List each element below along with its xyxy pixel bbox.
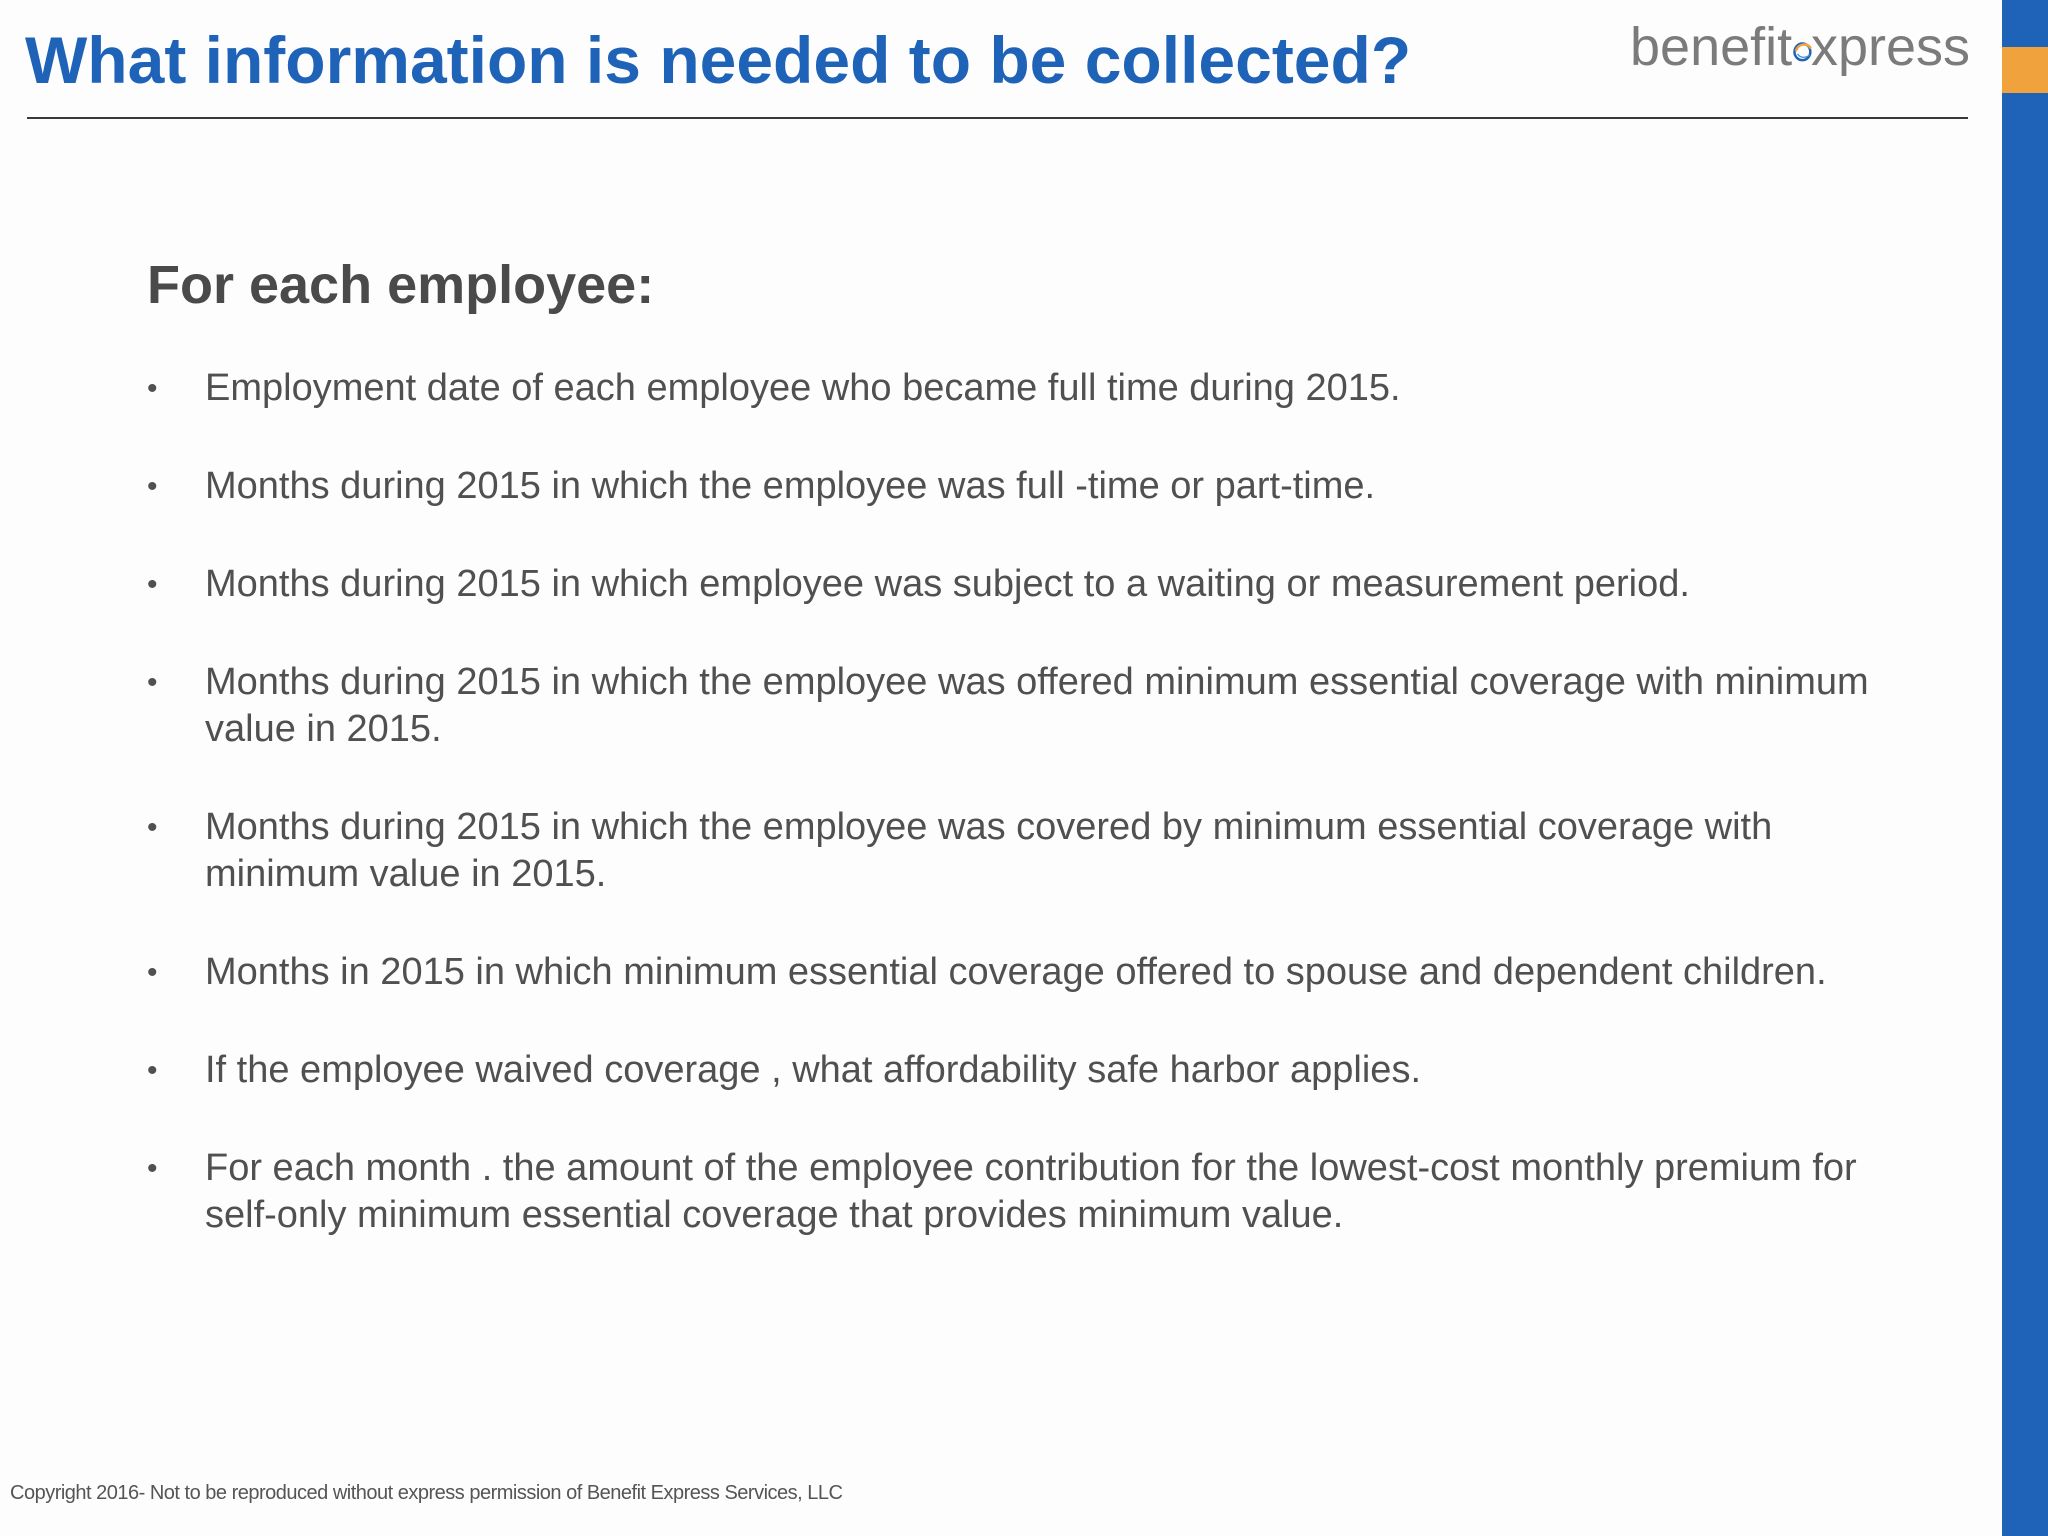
bullet-text: For each month . the amount of the employee contribution for the lowest-cost monthly premium for self-only minimum essential coverage that provides minimum value. xyxy=(205,1147,1857,1236)
bullet-item xyxy=(147,1047,1887,1094)
slide-title: What information is needed to be collected? xyxy=(25,23,1412,97)
side-accent-square xyxy=(2002,47,2048,93)
bullet-glyph: • xyxy=(147,1054,158,1087)
bullet-glyph: • xyxy=(147,666,158,699)
bullet-glyph: • xyxy=(147,372,158,405)
bullet-text: Months during 2015 in which the employee was full -time or part-time. xyxy=(205,465,1376,507)
logo-text-right: xpress xyxy=(1810,17,1970,77)
bullet-glyph: • xyxy=(147,811,158,844)
copyright-footer: Copyright 2016- Not to be reproduced without express permission of Benefit Express Services, LLC xyxy=(10,1482,843,1504)
side-accent-bar xyxy=(2002,0,2048,1536)
bullet-glyph: • xyxy=(147,956,158,989)
bullet-text: Months during 2015 in which employee was subject to a waiting or measurement period. xyxy=(205,563,1690,605)
logo-text-left: benefit xyxy=(1630,17,1793,77)
bullet-glyph: • xyxy=(147,470,158,503)
bullet-item xyxy=(147,561,1887,608)
bullet-item xyxy=(147,804,1887,898)
bullet-list xyxy=(147,365,1887,1290)
bullet-item xyxy=(147,365,1887,412)
bullet-item xyxy=(147,463,1887,510)
bullet-text: Employment date of each employee who became full time during 2015. xyxy=(205,367,1401,409)
bullet-text: If the employee waived coverage , what affordability safe harbor applies. xyxy=(205,1049,1421,1091)
logo-swirl-icon xyxy=(1792,23,1813,79)
bullet-item xyxy=(147,659,1887,753)
title-divider xyxy=(27,117,1968,119)
bullet-text: Months in 2015 in which minimum essential coverage offered to spouse and dependent children. xyxy=(205,951,1827,993)
section-subheading: For each employee: xyxy=(147,255,655,315)
bullet-item xyxy=(147,1145,1887,1239)
bullet-glyph: • xyxy=(147,1152,158,1185)
bullet-item xyxy=(147,949,1887,996)
bullet-text: Months during 2015 in which the employee was covered by minimum essential coverage with minimum value in 2015. xyxy=(205,806,1773,895)
bullet-text: Months during 2015 in which the employee was offered minimum essential coverage with minimum value in 2015. xyxy=(205,661,1869,750)
benefit-express-logo xyxy=(1630,12,1970,82)
bullet-glyph: • xyxy=(147,568,158,601)
